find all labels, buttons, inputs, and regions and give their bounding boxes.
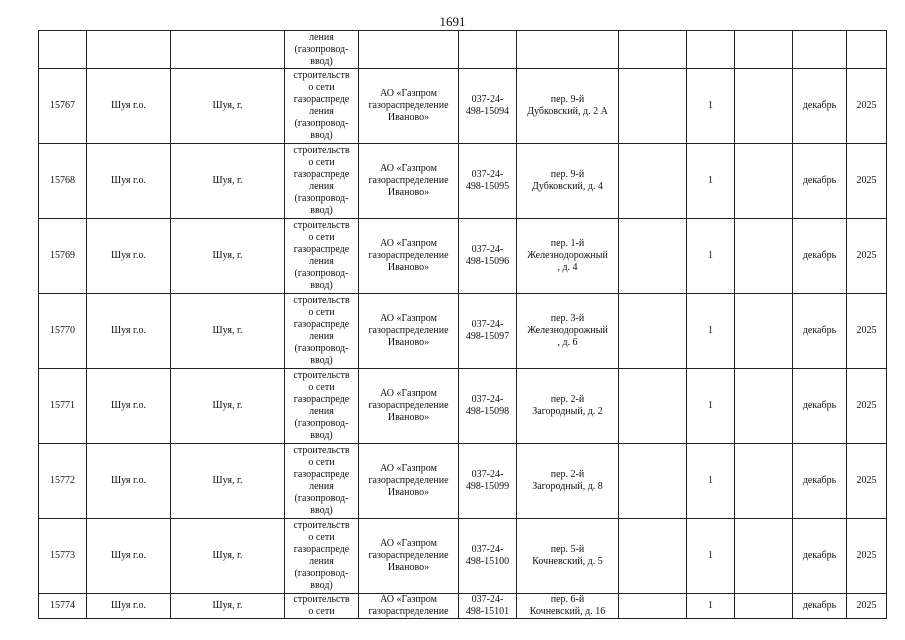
- cell-org: АО «Газпром газораспределение Иваново»: [359, 294, 459, 369]
- page-number: 1691: [439, 14, 466, 29]
- cell-num: 15771: [39, 369, 87, 444]
- cell-work-type: строительств о сети газораспреде ления (газопровод- ввод): [285, 444, 359, 519]
- table-row-continued: [39, 31, 887, 69]
- cell-address: пер. 2-й Загородный, д. 8: [517, 444, 619, 519]
- cell-settlement: Шуя, г.: [171, 69, 285, 144]
- cell-empty: [735, 369, 793, 444]
- cell-district: Шуя г.о.: [87, 144, 171, 219]
- cell-code: [459, 31, 517, 69]
- cell-empty: [619, 444, 687, 519]
- cell-settlement: Шуя, г.: [171, 519, 285, 594]
- cell-month: [793, 31, 847, 69]
- cell-year: 2025: [847, 369, 887, 444]
- cell-month: декабрь: [793, 594, 847, 619]
- cell-work-type: строительств о сети газораспреде ления (газопровод- ввод): [285, 219, 359, 294]
- cell-district: Шуя г.о.: [87, 519, 171, 594]
- cell-qty: [687, 31, 735, 69]
- cell-work-type: строительств о сети газораспреде ления (газопровод- ввод): [285, 519, 359, 594]
- cell-settlement: Шуя, г.: [171, 594, 285, 619]
- cell-year: 2025: [847, 444, 887, 519]
- table-row: [39, 519, 887, 594]
- cell-month: декабрь: [793, 69, 847, 144]
- cell-org: АО «Газпром газораспределение Иваново»: [359, 219, 459, 294]
- cell-num: 15768: [39, 144, 87, 219]
- cell-empty: [619, 294, 687, 369]
- cell-district: Шуя г.о.: [87, 294, 171, 369]
- cell-empty: [619, 594, 687, 619]
- cell-num: 15774: [39, 594, 87, 619]
- cell-work-type: строительств о сети: [285, 594, 359, 619]
- cell-month: декабрь: [793, 519, 847, 594]
- cell-org: АО «Газпром газораспределение Иваново»: [359, 369, 459, 444]
- cell-org: АО «Газпром газораспределение Иваново»: [359, 144, 459, 219]
- cell-address: пер. 3-й Железнодорожный , д. 6: [517, 294, 619, 369]
- cell-settlement: Шуя, г.: [171, 369, 285, 444]
- cell-org: АО «Газпром газораспределение: [359, 594, 459, 619]
- cell-month: декабрь: [793, 444, 847, 519]
- cell-num: 15772: [39, 444, 87, 519]
- cell-address: пер. 6-й Кочневский, д. 16: [517, 594, 619, 619]
- cell-org: АО «Газпром газораспределение Иваново»: [359, 519, 459, 594]
- cell-empty: [735, 444, 793, 519]
- cell-month: декабрь: [793, 294, 847, 369]
- cell-org: [359, 31, 459, 69]
- cell-qty: 1: [687, 444, 735, 519]
- cell-empty: [619, 219, 687, 294]
- cell-district: Шуя г.о.: [87, 219, 171, 294]
- cell-district: Шуя г.о.: [87, 594, 171, 619]
- cell-address: пер. 1-й Железнодорожный , д. 4: [517, 219, 619, 294]
- cell-qty: 1: [687, 219, 735, 294]
- cell-num: 15770: [39, 294, 87, 369]
- table-row: [39, 294, 887, 369]
- cell-num: 15767: [39, 69, 87, 144]
- cell-empty: [735, 31, 793, 69]
- cell-code: 037-24- 498-15096: [459, 219, 517, 294]
- cell-qty: 1: [687, 144, 735, 219]
- cell-settlement: Шуя, г.: [171, 444, 285, 519]
- table-row: [39, 144, 887, 219]
- cell-work-type: строительств о сети газораспреде ления (газопровод- ввод): [285, 369, 359, 444]
- cell-code: 037-24- 498-15098: [459, 369, 517, 444]
- cell-address: [517, 31, 619, 69]
- cell-org: АО «Газпром газораспределение Иваново»: [359, 69, 459, 144]
- cell-settlement: [171, 31, 285, 69]
- cell-org: АО «Газпром газораспределение Иваново»: [359, 444, 459, 519]
- cell-year: 2025: [847, 594, 887, 619]
- cell-work-type: строительств о сети газораспреде ления (газопровод- ввод): [285, 144, 359, 219]
- cell-empty: [735, 294, 793, 369]
- table-row: [39, 444, 887, 519]
- cell-num: 15773: [39, 519, 87, 594]
- cell-address: пер. 9-й Дубковский, д. 2 А: [517, 69, 619, 144]
- cell-settlement: Шуя, г.: [171, 144, 285, 219]
- cell-empty: [619, 31, 687, 69]
- cell-empty: [619, 144, 687, 219]
- cell-year: 2025: [847, 294, 887, 369]
- cell-qty: 1: [687, 519, 735, 594]
- cell-year: 2025: [847, 519, 887, 594]
- cell-district: Шуя г.о.: [87, 444, 171, 519]
- cell-qty: 1: [687, 294, 735, 369]
- cell-empty: [735, 594, 793, 619]
- cell-empty: [735, 69, 793, 144]
- cell-district: [87, 31, 171, 69]
- cell-district: Шуя г.о.: [87, 369, 171, 444]
- table-row: [39, 219, 887, 294]
- cell-work-type: ления (газопровод- ввод): [285, 31, 359, 69]
- cell-qty: 1: [687, 369, 735, 444]
- cell-settlement: Шуя, г.: [171, 219, 285, 294]
- cell-empty: [735, 144, 793, 219]
- cell-month: декабрь: [793, 219, 847, 294]
- cell-address: пер. 5-й Кочневский, д. 5: [517, 519, 619, 594]
- cell-qty: 1: [687, 594, 735, 619]
- cell-code: 037-24- 498-15101: [459, 594, 517, 619]
- cell-qty: 1: [687, 69, 735, 144]
- cell-empty: [619, 69, 687, 144]
- cell-address: пер. 9-й Дубковский, д. 4: [517, 144, 619, 219]
- cell-address: пер. 2-й Загородный, д. 2: [517, 369, 619, 444]
- cell-year: 2025: [847, 144, 887, 219]
- cell-empty: [735, 219, 793, 294]
- cell-work-type: строительств о сети газораспреде ления (газопровод- ввод): [285, 294, 359, 369]
- cell-year: [847, 31, 887, 69]
- cell-year: 2025: [847, 69, 887, 144]
- cell-month: декабрь: [793, 144, 847, 219]
- table-row: [39, 69, 887, 144]
- cell-district: Шуя г.о.: [87, 69, 171, 144]
- cell-settlement: Шуя, г.: [171, 294, 285, 369]
- cell-year: 2025: [847, 219, 887, 294]
- cell-num: [39, 31, 87, 69]
- cell-code: 037-24- 498-15100: [459, 519, 517, 594]
- table-row: [39, 369, 887, 444]
- cell-empty: [735, 519, 793, 594]
- cell-work-type: строительств о сети газораспреде ления (газопровод- ввод): [285, 69, 359, 144]
- cell-code: 037-24- 498-15099: [459, 444, 517, 519]
- data-table: [38, 30, 887, 619]
- table-row: [39, 594, 887, 619]
- cell-num: 15769: [39, 219, 87, 294]
- cell-empty: [619, 369, 687, 444]
- cell-code: 037-24- 498-15095: [459, 144, 517, 219]
- cell-month: декабрь: [793, 369, 847, 444]
- cell-empty: [619, 519, 687, 594]
- cell-code: 037-24- 498-15094: [459, 69, 517, 144]
- cell-code: 037-24- 498-15097: [459, 294, 517, 369]
